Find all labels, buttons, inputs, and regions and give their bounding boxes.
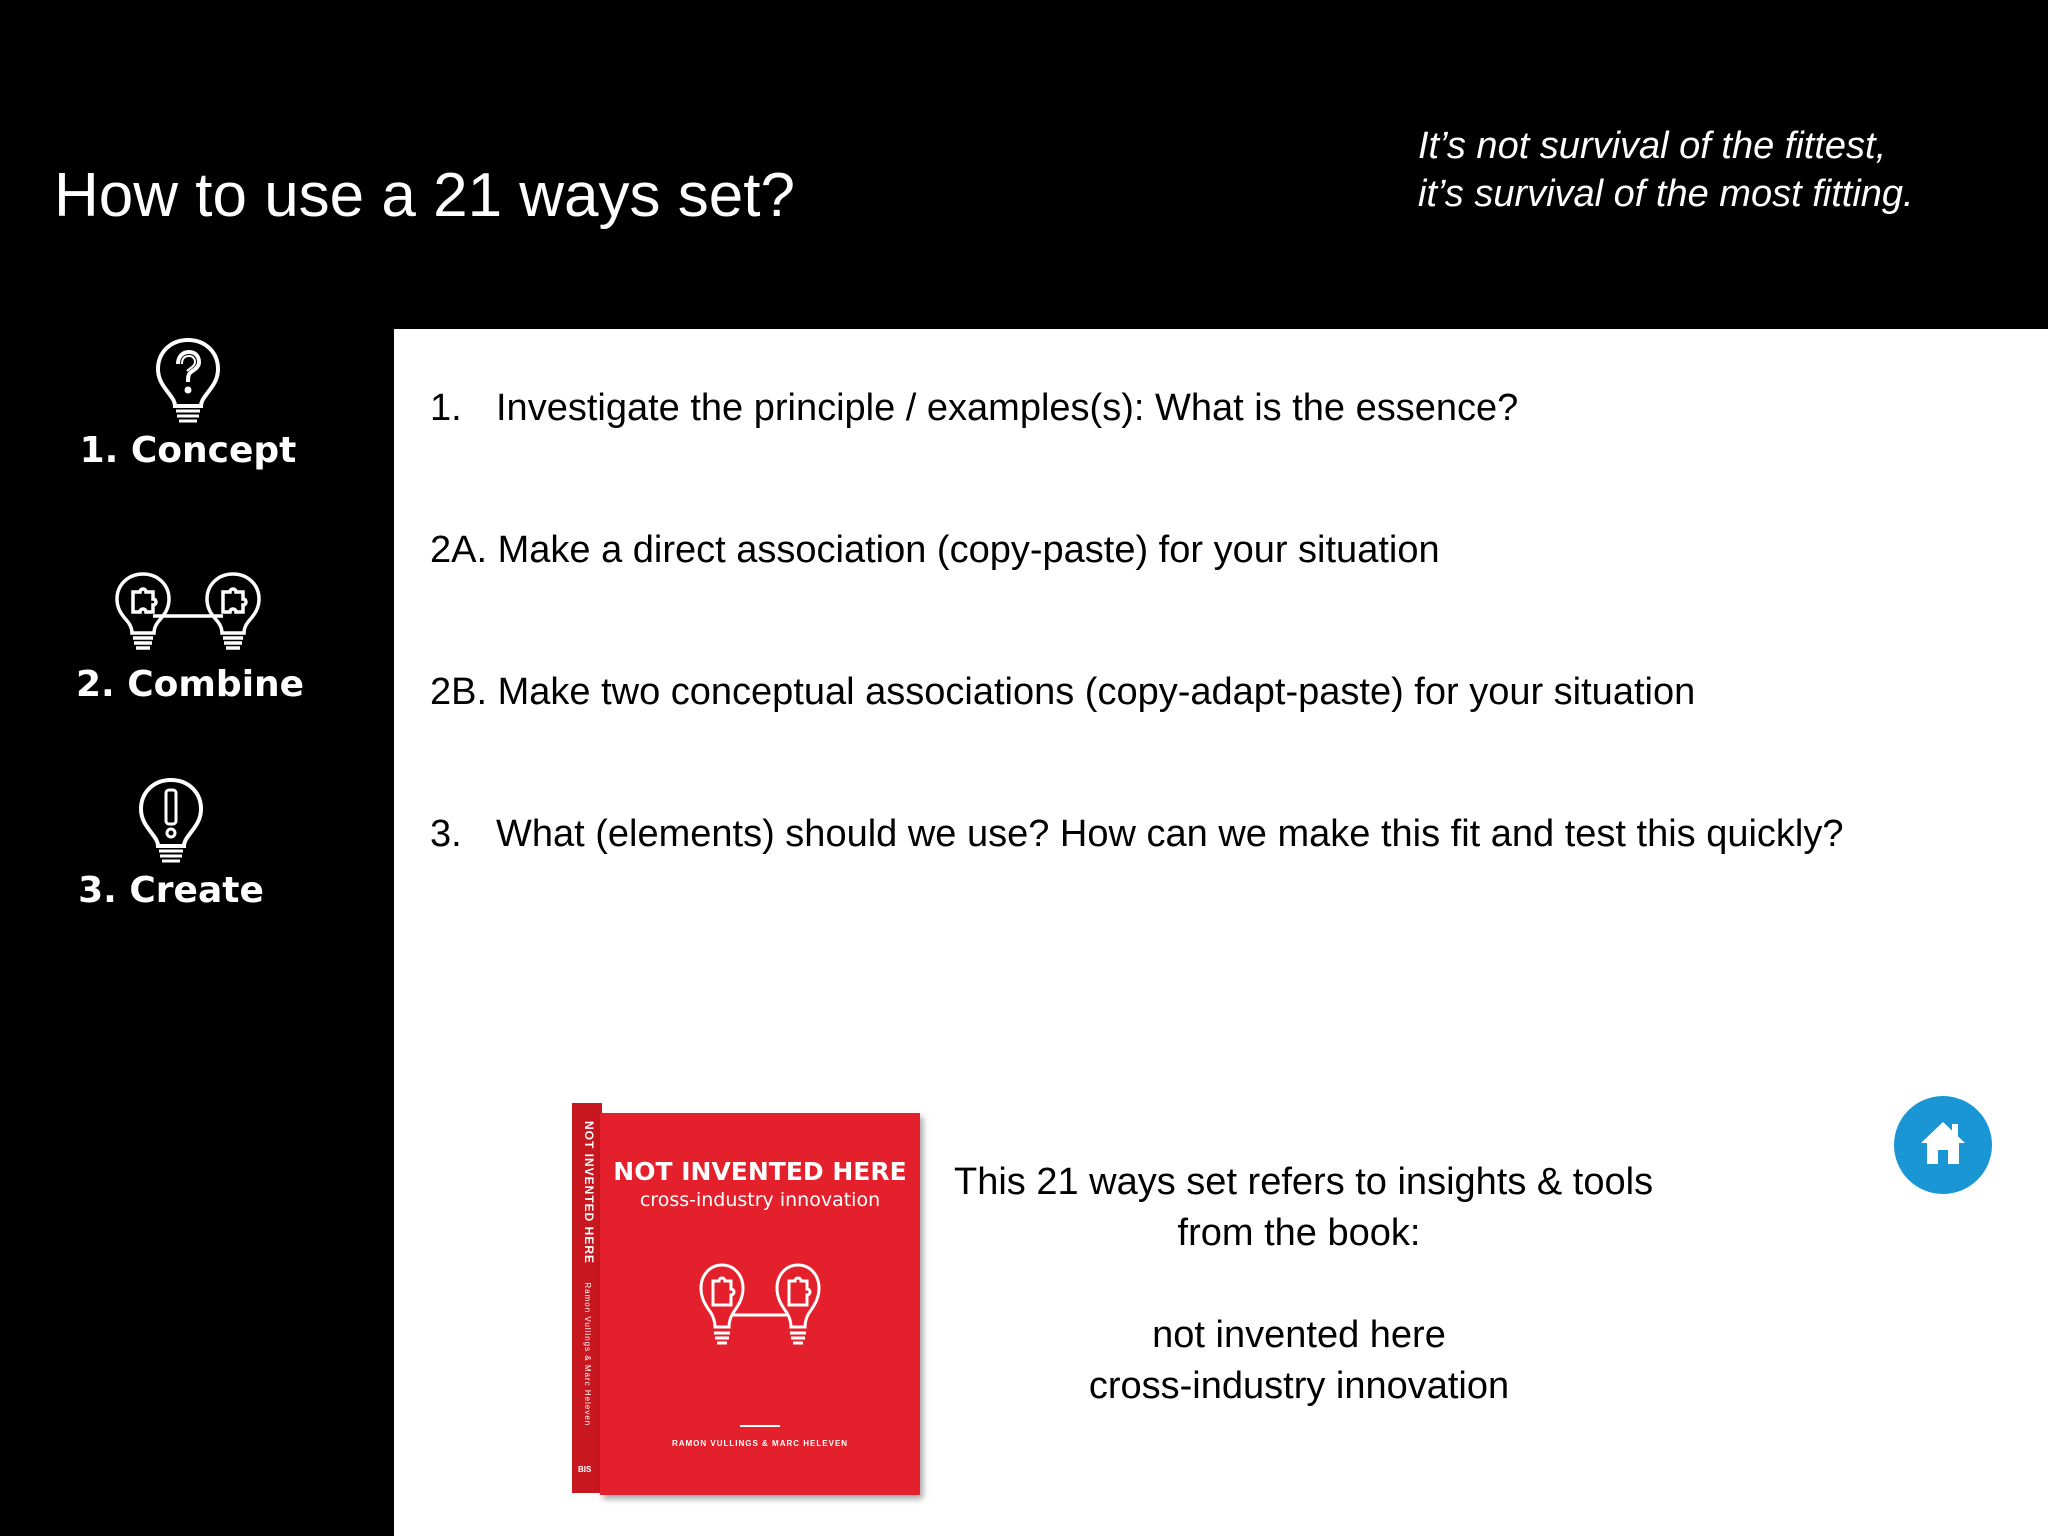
book-info-spacer bbox=[954, 1259, 1644, 1310]
quote-line-2: it’s survival of the most fitting. bbox=[1418, 173, 1914, 215]
step-text: What (elements) should we use? How can we make this fit and test this quickly? bbox=[496, 813, 1844, 855]
lightbulb-question-icon bbox=[152, 336, 224, 426]
sidebar-step-concept bbox=[76, 336, 300, 471]
book-rule bbox=[740, 1425, 780, 1427]
home-button[interactable] bbox=[1894, 1096, 1992, 1194]
book-info-line-2: from the book: bbox=[1177, 1212, 1421, 1254]
book-publisher: BIS bbox=[578, 1465, 592, 1474]
book-spine-authors: Ramon Vullings & Marc Heleven bbox=[583, 1282, 592, 1427]
connected-puzzle-lightbulbs-icon bbox=[698, 1259, 822, 1395]
book-authors: RAMON VULLINGS & MARC HELEVEN bbox=[671, 1439, 849, 1448]
book-info-line-4: cross-industry innovation bbox=[1088, 1365, 1510, 1407]
quote-line-1: It’s not survival of the fittest, bbox=[1418, 125, 1887, 167]
step-text: Make two conceptual associations (copy-adapt-paste) for your situation bbox=[497, 671, 1696, 713]
step-text: Investigate the principle / examples(s): What is the essence? bbox=[496, 387, 1519, 429]
step-number: 3. bbox=[430, 813, 462, 855]
home-icon bbox=[1918, 1118, 1968, 1168]
book-title: NOT INVENTED HERE bbox=[613, 1157, 907, 1186]
lightbulb-exclamation-icon bbox=[135, 776, 207, 866]
book-spine bbox=[572, 1103, 602, 1493]
content-panel bbox=[394, 329, 2048, 1536]
step-number: 1. bbox=[430, 387, 462, 429]
slide-title: How to use a 21 ways set? bbox=[54, 161, 795, 230]
sidebar-step-label: 2. Combine bbox=[76, 664, 305, 705]
book-spine-title: NOT INVENTED HERE bbox=[582, 1121, 596, 1265]
sidebar-step-label: 1. Concept bbox=[79, 430, 297, 471]
book-info bbox=[954, 1157, 1654, 1412]
connected-puzzle-lightbulbs-icon bbox=[113, 570, 263, 656]
step-number: 2B. bbox=[430, 671, 488, 713]
book-info-line-3: not invented here bbox=[1152, 1314, 1446, 1356]
book-spine-text bbox=[582, 1121, 596, 1426]
sidebar-step-combine bbox=[76, 570, 305, 705]
step-2b bbox=[430, 669, 1695, 715]
sidebar-step-label: 3. Create bbox=[78, 870, 264, 911]
book-subtitle: cross-industry innovation bbox=[639, 1189, 881, 1211]
step-1 bbox=[430, 385, 1518, 431]
book-front bbox=[600, 1113, 920, 1495]
step-3 bbox=[430, 811, 1844, 857]
step-2a bbox=[430, 527, 1440, 573]
quote bbox=[1418, 122, 1914, 218]
step-number: 2A. bbox=[430, 529, 488, 571]
book-cover bbox=[572, 1103, 926, 1493]
sidebar-step-create bbox=[76, 776, 266, 911]
step-text: Make a direct association (copy-paste) for your situation bbox=[497, 529, 1440, 571]
book-info-line-1: This 21 ways set refers to insights & tools bbox=[954, 1161, 1654, 1203]
